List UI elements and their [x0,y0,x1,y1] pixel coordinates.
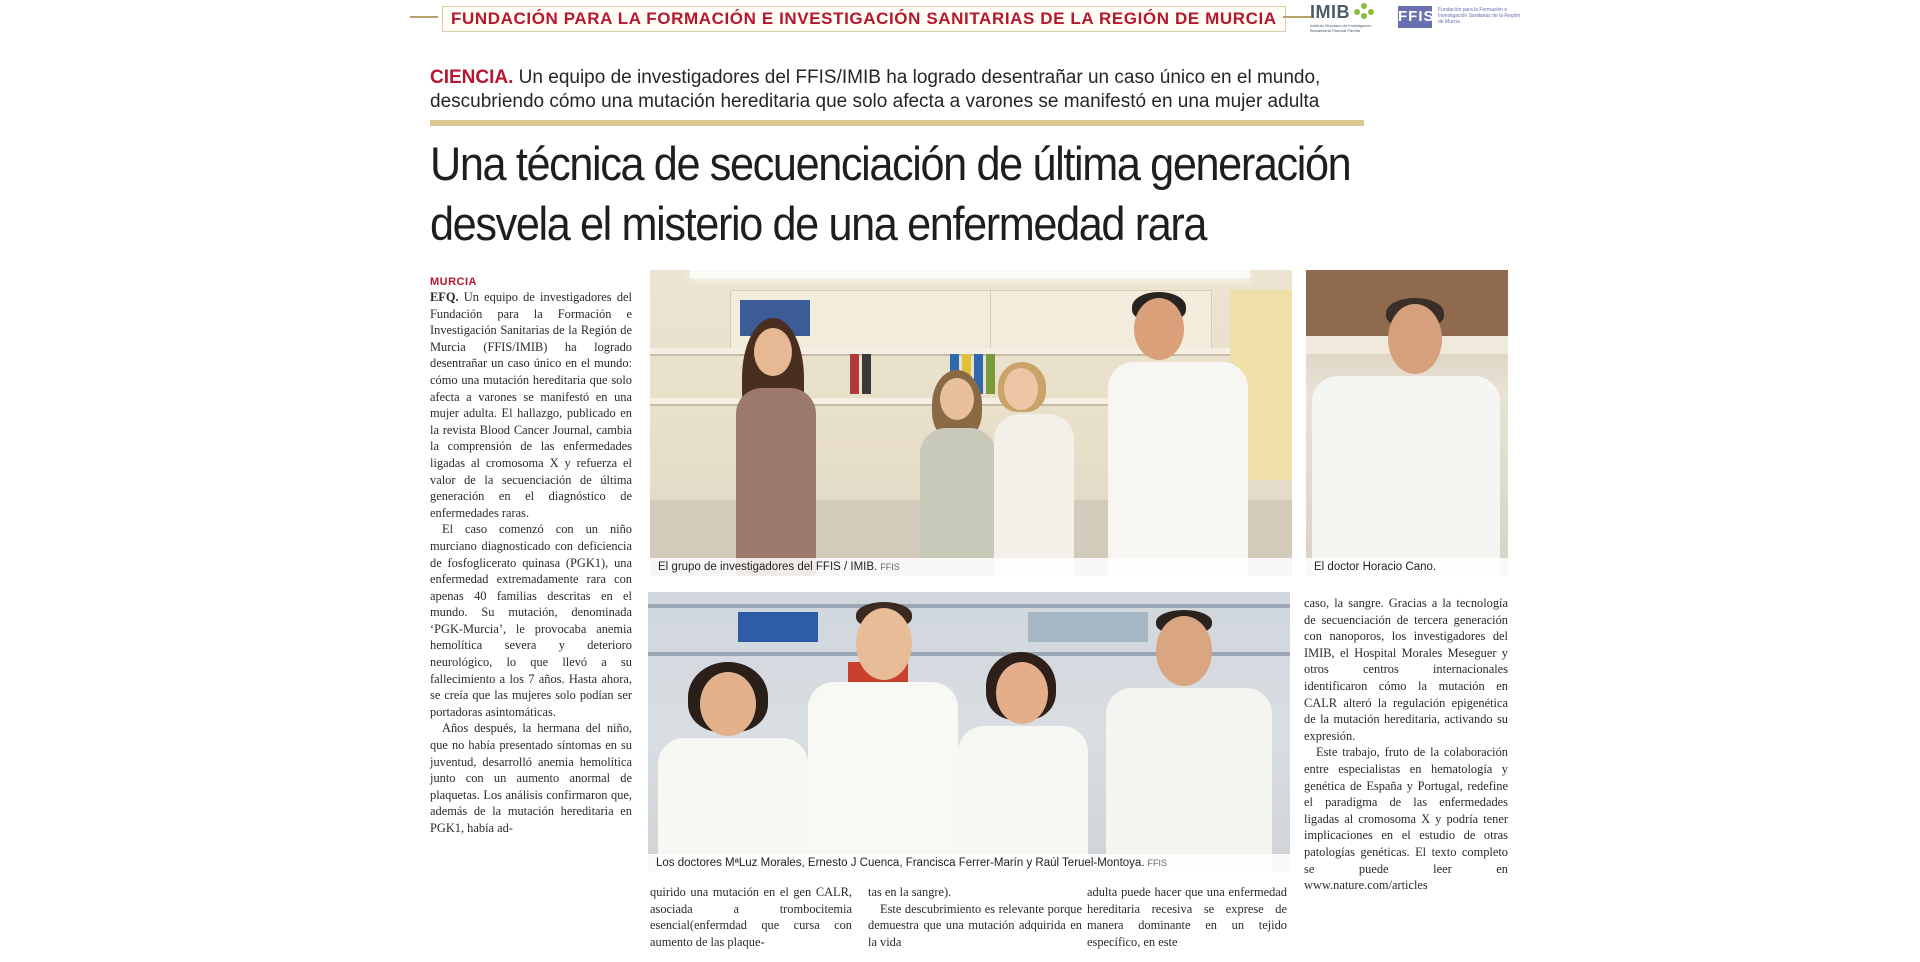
kicker-underline [430,120,1364,126]
dateline-place: MURCIA [430,276,477,288]
imib-logo-dots-icon [1354,3,1380,19]
section-title: FUNDACIÓN PARA LA FORMACIÓN E INVESTIGACIÓN SANITARIAS DE LA REGIÓN DE MURCIA [442,6,1286,32]
kicker [430,66,1390,114]
header-rule-left [410,16,438,18]
article-paragraph-3-cont: quirido una mutación en el gen CALR, asociada a trombocitemia esencial(enfermdad que cursa con aumento de las plaque- [650,885,852,949]
article-paragraph-5: Este trabajo, fruto de la colaboración entre especialistas en hematología y genética de España y Portugal, redefine el paradigma de las enfermedades ligadas al cromosoma X y podría tener implicaciones en el estudio de otras patologías genéticas. El texto completo se puede leer en www.nature.com/articles [1304,745,1508,893]
dateline-agency: EFQ. [430,290,459,304]
article-column-5 [1304,595,1508,894]
photo-research-group [650,270,1292,576]
article-column-4 [1087,884,1287,950]
lab-rack [648,604,1290,608]
caption-text: Los doctores MªLuz Morales, Ernesto J Cuenca, Francisca Ferrer-Marín y Raúl Teruel-Montoya. [656,857,1145,869]
imib-logo-mark: IMIB [1310,2,1350,22]
photo-caption [1306,558,1508,576]
photo-doctor-portrait [1306,270,1508,576]
binder [850,354,859,394]
article-paragraph-3: Años después, la hermana del niño, que no había presentado síntomas en su juventud, desarrolló anemia hemolítica junto con un aumento anormal de plaquetas. Los análisis confirmaron que, además de la mutación hereditaria en PGK1, había ad- [430,721,632,835]
caption-text: El grupo de investigadores del FFIS / IMIB. [658,561,878,573]
binder [862,354,871,394]
header-rule-right [1283,16,1311,18]
article-paragraph-1-text: Un equipo de investigadores del Fundación para la Formación e Investigación Sanitarias de la Región de Murcia (FFIS/IMIB) ha logrado desentrañar un caso único en el mundo: cómo una mutación hereditaria que solo afecta a varones se manifestó en una mujer adulta. El hallazgo, publicado en la revista Blood Cancer Journal, cambia la comprensión de las enfermedades ligadas al cromosoma X y refuerza el valor de la secuenciación de última generación en el diagnóstico de enfermedades raras. [430,290,632,520]
ffis-logo-mark: FFIS [1398,6,1432,28]
article-paragraph-4: Este descubrimiento es relevante porque demuestra que una mutación adquirida en la vida [868,901,1082,949]
kicker-label: CIENCIA. [430,67,514,88]
binder [986,354,995,394]
headline-line-1: Una técnica de secuenciación de última generación [430,137,1351,190]
photo-credit: FFIS [880,562,900,572]
photo-caption [650,558,1292,576]
article-paragraph-4-cont: adulta puede hacer que una enfermedad hereditaria recesiva se exprese de manera dominante en un tejido específico, en este [1087,885,1287,949]
imib-logo-tagline: Instituto Murciano de Investigación Biosanitaria Pascual Parrilla [1310,23,1372,33]
article-paragraph-2: El caso comenzó con un niño murciano diagnosticado con deficiencia de fosfoglicerato quinasa (PGK1), una enfermedad extremadamente rara con apenas 40 familias descritas en el mundo. Su mutación, denominada ‘PGK-Murcia’, le provocaba anemia hemolítica severa y deterioro neurológico, lo que llevó a su fallecimiento a los 7 años. Hasta ahora, se creía que las mujeres solo podían ser portadoras asintomáticas. [430,522,632,719]
article-column-1 [430,276,632,837]
ceiling-lamp [690,270,1250,278]
article-column-2 [650,884,852,950]
kicker-text: Un equipo de investigadores del FFIS/IMIB ha logrado desentrañar un caso único en el mundo, descubriendo cómo una mutación hereditaria que solo afecta a varones se manifestó en una mujer adulta [430,67,1321,112]
imib-logo [1310,2,1390,38]
ffis-logo-tagline: Fundación para la Formación e Investigación Sanitarias de la Región de Murcia [1438,7,1521,25]
photo-four-doctors [648,592,1290,872]
stored-boxes [738,612,818,642]
headline [430,134,1433,254]
caption-text: El doctor Horacio Cano. [1314,561,1437,573]
article-column-3 [868,884,1082,950]
stored-boxes [1028,612,1148,642]
photo-credit: FFIS [1147,858,1168,868]
article-paragraph-1 [430,289,632,521]
photo-caption [648,854,1290,872]
article-paragraph-3-end: tas en la sangre). [868,885,952,899]
article-paragraph-4-end: caso, la sangre. Gracias a la tecnología de secuenciación de tercera generación con nanoporos, los investigadores del IMIB, el Hospital Morales Meseguer y otros centros internacionales identificaron cómo la mutación en CALR alteró la regulación epigenética de la mutación hereditaria, activando su expresión. [1304,596,1508,743]
ffis-logo [1398,4,1521,34]
headline-line-2: desvela el misterio de una enfermedad rara [430,197,1207,250]
